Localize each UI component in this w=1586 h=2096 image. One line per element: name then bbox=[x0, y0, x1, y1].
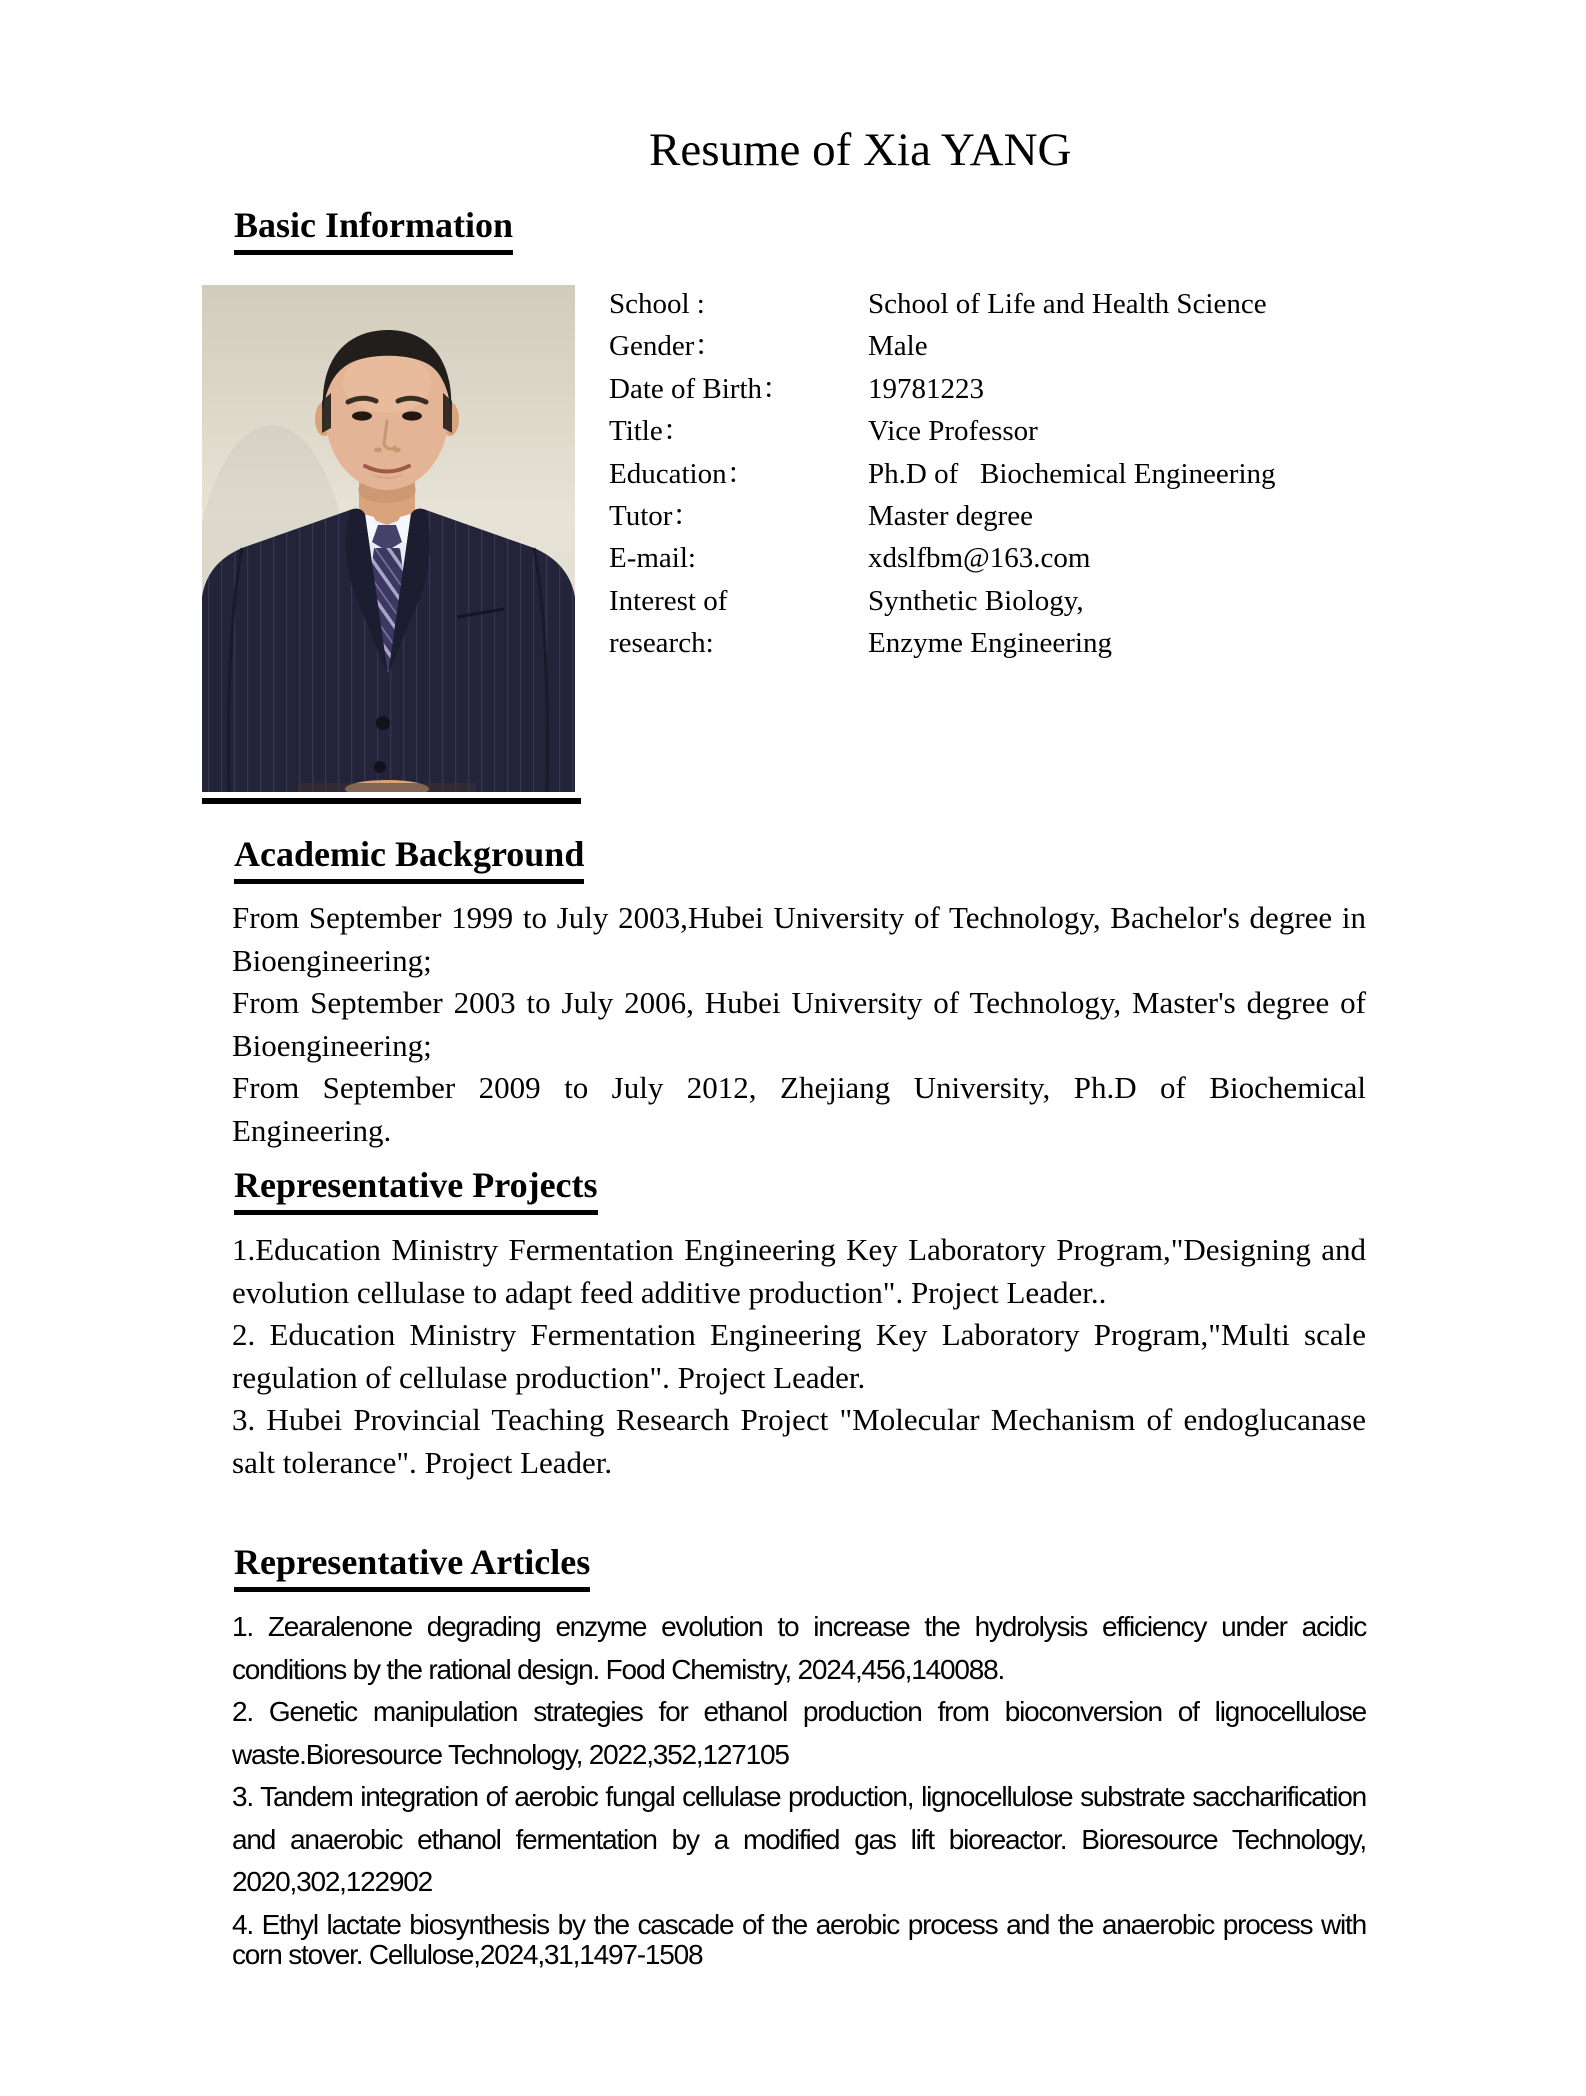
academic-entry: From September 2009 to July 2012, Zhejiang University, Ph.D of Biochemical Engineering. bbox=[232, 1070, 1366, 1148]
article-entry: 4. Ethyl lactate biosynthesis by the cascade of the aerobic process and the anaerobic process with corn stover. Cellulose,2024,31,1497-1508 bbox=[232, 1908, 1366, 1970]
field-value: Synthetic Biology, bbox=[868, 584, 1084, 617]
field-row-gender bbox=[609, 325, 1276, 367]
field-label: Tutor： bbox=[609, 499, 702, 532]
field-label: Interest of bbox=[609, 584, 728, 617]
representative-articles-body bbox=[232, 1606, 1366, 1970]
representative-projects-body bbox=[232, 1229, 1366, 1484]
field-row-email bbox=[609, 537, 1276, 579]
project-entry: 1.Education Ministry Fermentation Engineering Key Laboratory Program,"Designing and evolution cellulase to adapt feed additive production". Project Leader.. bbox=[232, 1232, 1366, 1310]
field-value: xdslfbm@163.com bbox=[868, 542, 1091, 575]
field-row-tutor bbox=[609, 495, 1276, 537]
field-label: research: bbox=[609, 627, 714, 660]
basic-information-heading: Basic Information bbox=[234, 206, 513, 255]
field-label: Education： bbox=[609, 457, 756, 490]
article-entry: 1. Zearalenone degrading enzyme evolution to increase the hydrolysis efficiency under acidic conditions by the rational design. Food Chemistry, 2024,456,140088. bbox=[232, 1611, 1366, 1685]
field-value: School of Life and Health Science bbox=[868, 288, 1267, 320]
project-entry: 2. Education Ministry Fermentation Engineering Key Laboratory Program,"Multi scale regulation of cellulase production". Project Leader. bbox=[232, 1317, 1366, 1395]
document-title: Resume of Xia YANG bbox=[649, 124, 1072, 176]
portrait-photo bbox=[202, 285, 575, 792]
portrait-illustration bbox=[202, 285, 575, 792]
field-value: Male bbox=[868, 330, 928, 363]
academic-background-body bbox=[232, 897, 1366, 1152]
photo-underline bbox=[202, 798, 581, 804]
field-value: Vice Professor bbox=[868, 415, 1038, 448]
academic-background-heading: Academic Background bbox=[234, 835, 584, 884]
field-row-interest-line-1 bbox=[609, 580, 1276, 622]
article-entry: 2. Genetic manipulation strategies for ethanol production from bioconversion of lignocellulose waste.Bioresource Technology, 2022,352,127105 bbox=[232, 1696, 1366, 1770]
field-value: Enzyme Engineering bbox=[868, 627, 1112, 660]
article-entry: 3. Tandem integration of aerobic fungal cellulase production, lignocellulose substrate saccharification and anaerobic ethanol fermentation by a modified gas lift bioreactor. Bioresource Technology, 2020,302,122902 bbox=[232, 1781, 1366, 1897]
field-row-school bbox=[609, 283, 1276, 325]
representative-articles-heading: Representative Articles bbox=[234, 1543, 590, 1592]
field-row-education bbox=[609, 453, 1276, 495]
field-value: 19781223 bbox=[868, 372, 984, 405]
field-label: E-mail: bbox=[609, 542, 696, 575]
project-entry: 3. Hubei Provincial Teaching Research Project "Molecular Mechanism of endoglucanase salt tolerance". Project Leader. bbox=[232, 1402, 1366, 1480]
field-label: Title： bbox=[609, 415, 692, 448]
field-row-date-of-birth bbox=[609, 368, 1276, 410]
academic-entry: From September 1999 to July 2003,Hubei University of Technology, Bachelor's degree in Bioengineering; bbox=[232, 900, 1366, 978]
representative-projects-heading: Representative Projects bbox=[234, 1166, 598, 1215]
field-row-interest-line-2 bbox=[609, 622, 1276, 664]
field-value: Master degree bbox=[868, 499, 1034, 532]
academic-entry: From September 2003 to July 2006, Hubei University of Technology, Master's degree of Bioengineering; bbox=[232, 985, 1366, 1063]
field-label: School : bbox=[609, 288, 705, 320]
basic-info-fields bbox=[609, 283, 1276, 665]
field-row-title bbox=[609, 410, 1276, 452]
field-value: Ph.D of Biochemical Engineering bbox=[868, 457, 1276, 490]
field-label: Gender： bbox=[609, 330, 724, 363]
field-label: Date of Birth： bbox=[609, 372, 792, 405]
